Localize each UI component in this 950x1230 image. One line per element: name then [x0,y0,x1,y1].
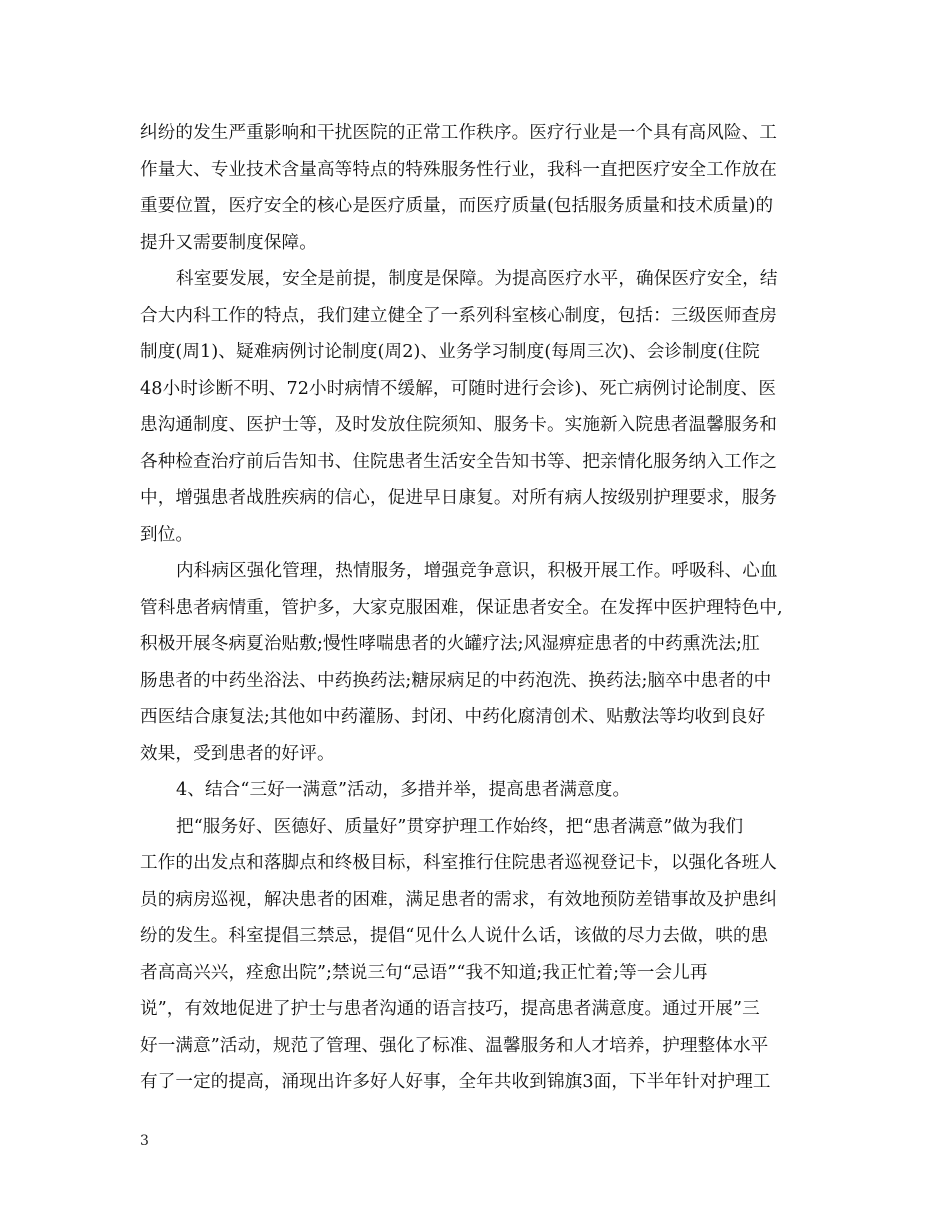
text-line: 效果，受到患者的好评。 [140,743,335,764]
text-line: 科室要发展，安全是前提，制度是保障。为提高医疗水平，确保医疗安全，结 [176,269,778,289]
text-line: 把“服务好、医德好、质量好”贯穿护理工作始终，把“患者满意”做为我们 [176,816,744,837]
page-number: 3 [140,1133,149,1149]
text-line: 纠纷的发生严重影响和干扰医院的正常工作秩序。医疗行业是一个具有高风险、工 [140,123,777,143]
text-line: 合大内科工作的特点，我们建立健全了一系列科室核心制度，包括：三级医师查房 [140,305,777,326]
text-line: 到位。 [140,524,194,545]
text-line: 重要位置，医疗安全的核心是医疗质量，而医疗质量(包括服务质量和技术质量)的 [140,196,774,216]
text-line: 工作的出发点和落脚点和终极目标，科室推行住院患者巡视登记卡，以强化各班人 [140,853,777,873]
text-line: 员的病房巡视，解决患者的困难，满足患者的需求，有效地预防差错事故及护患纠 [140,889,777,910]
text-line: 制度(周1)、疑难病例讨论制度(周2)、业务学习制度(每周三次)、会诊制度(住院 [140,342,760,362]
text-line: 内科病区强化管理，热情服务，增强竞争意识，积极开展工作。呼吸科、心血 [176,561,778,581]
text-line: 管科患者病情重，管护多，大家克服困难，保证患者安全。在发挥中医护理特色中, [140,597,783,618]
text-line: 说”，有效地促进了护士与患者沟通的语言技巧，提高患者满意度。通过开展”三 [140,999,760,1019]
text-line: 积极开展冬病夏治贴敷;慢性哮喘患者的火罐疗法;风湿痹症患者的中药熏洗法;肛 [140,634,760,654]
text-line: 提升又需要制度保障。 [140,232,317,253]
body-text [140,115,813,1101]
text-line: 者高高兴兴，痊愈出院”;禁说三句“忌语”“我不知道;我正忙着;等一会儿再 [140,962,708,983]
text-line: 作量大、专业技术含量高等特点的特殊服务性行业，我科一直把医疗安全工作放在 [140,159,777,180]
text-line: 48小时诊断不明、72小时病情不缓解，可随时进行会诊)、死亡病例讨论制度、医 [140,378,777,399]
text-line: 纷的发生。科室提倡三禁忌，提倡“见什么人说什么话，该做的尽力去做，哄的患 [140,926,769,946]
text-line: 患沟通制度、医护士等，及时发放住院须知、服务卡。实施新入院患者温馨服务和 [140,415,777,435]
text-line: 中，增强患者战胜疾病的信心，促进早日康复。对所有病人按级别护理要求，服务 [140,488,777,508]
text-line: 肠患者的中药坐浴法、中药换药法;糖尿病足的中药泡洗、换药法;脑卒中患者的中 [140,670,772,691]
text-line: 各种检查治疗前后告知书、住院患者生活安全告知书等、把亲情化服务纳入工作之 [140,451,777,472]
text-line: 西医结合康复法;其他如中药灌肠、封闭、中药化腐清创术、贴敷法等均收到良好 [140,707,766,727]
text-line: 有了一定的提高，涌现出许多好人好事，全年共收到锦旗3面，下半年针对护理工 [140,1072,771,1092]
text-line: 4、结合“三好一满意”活动，多措并举，提高患者满意度。 [176,780,631,800]
text-line: 好一满意”活动，规范了管理、强化了标准、温馨服务和人才培养，护理整体水平 [140,1035,769,1056]
